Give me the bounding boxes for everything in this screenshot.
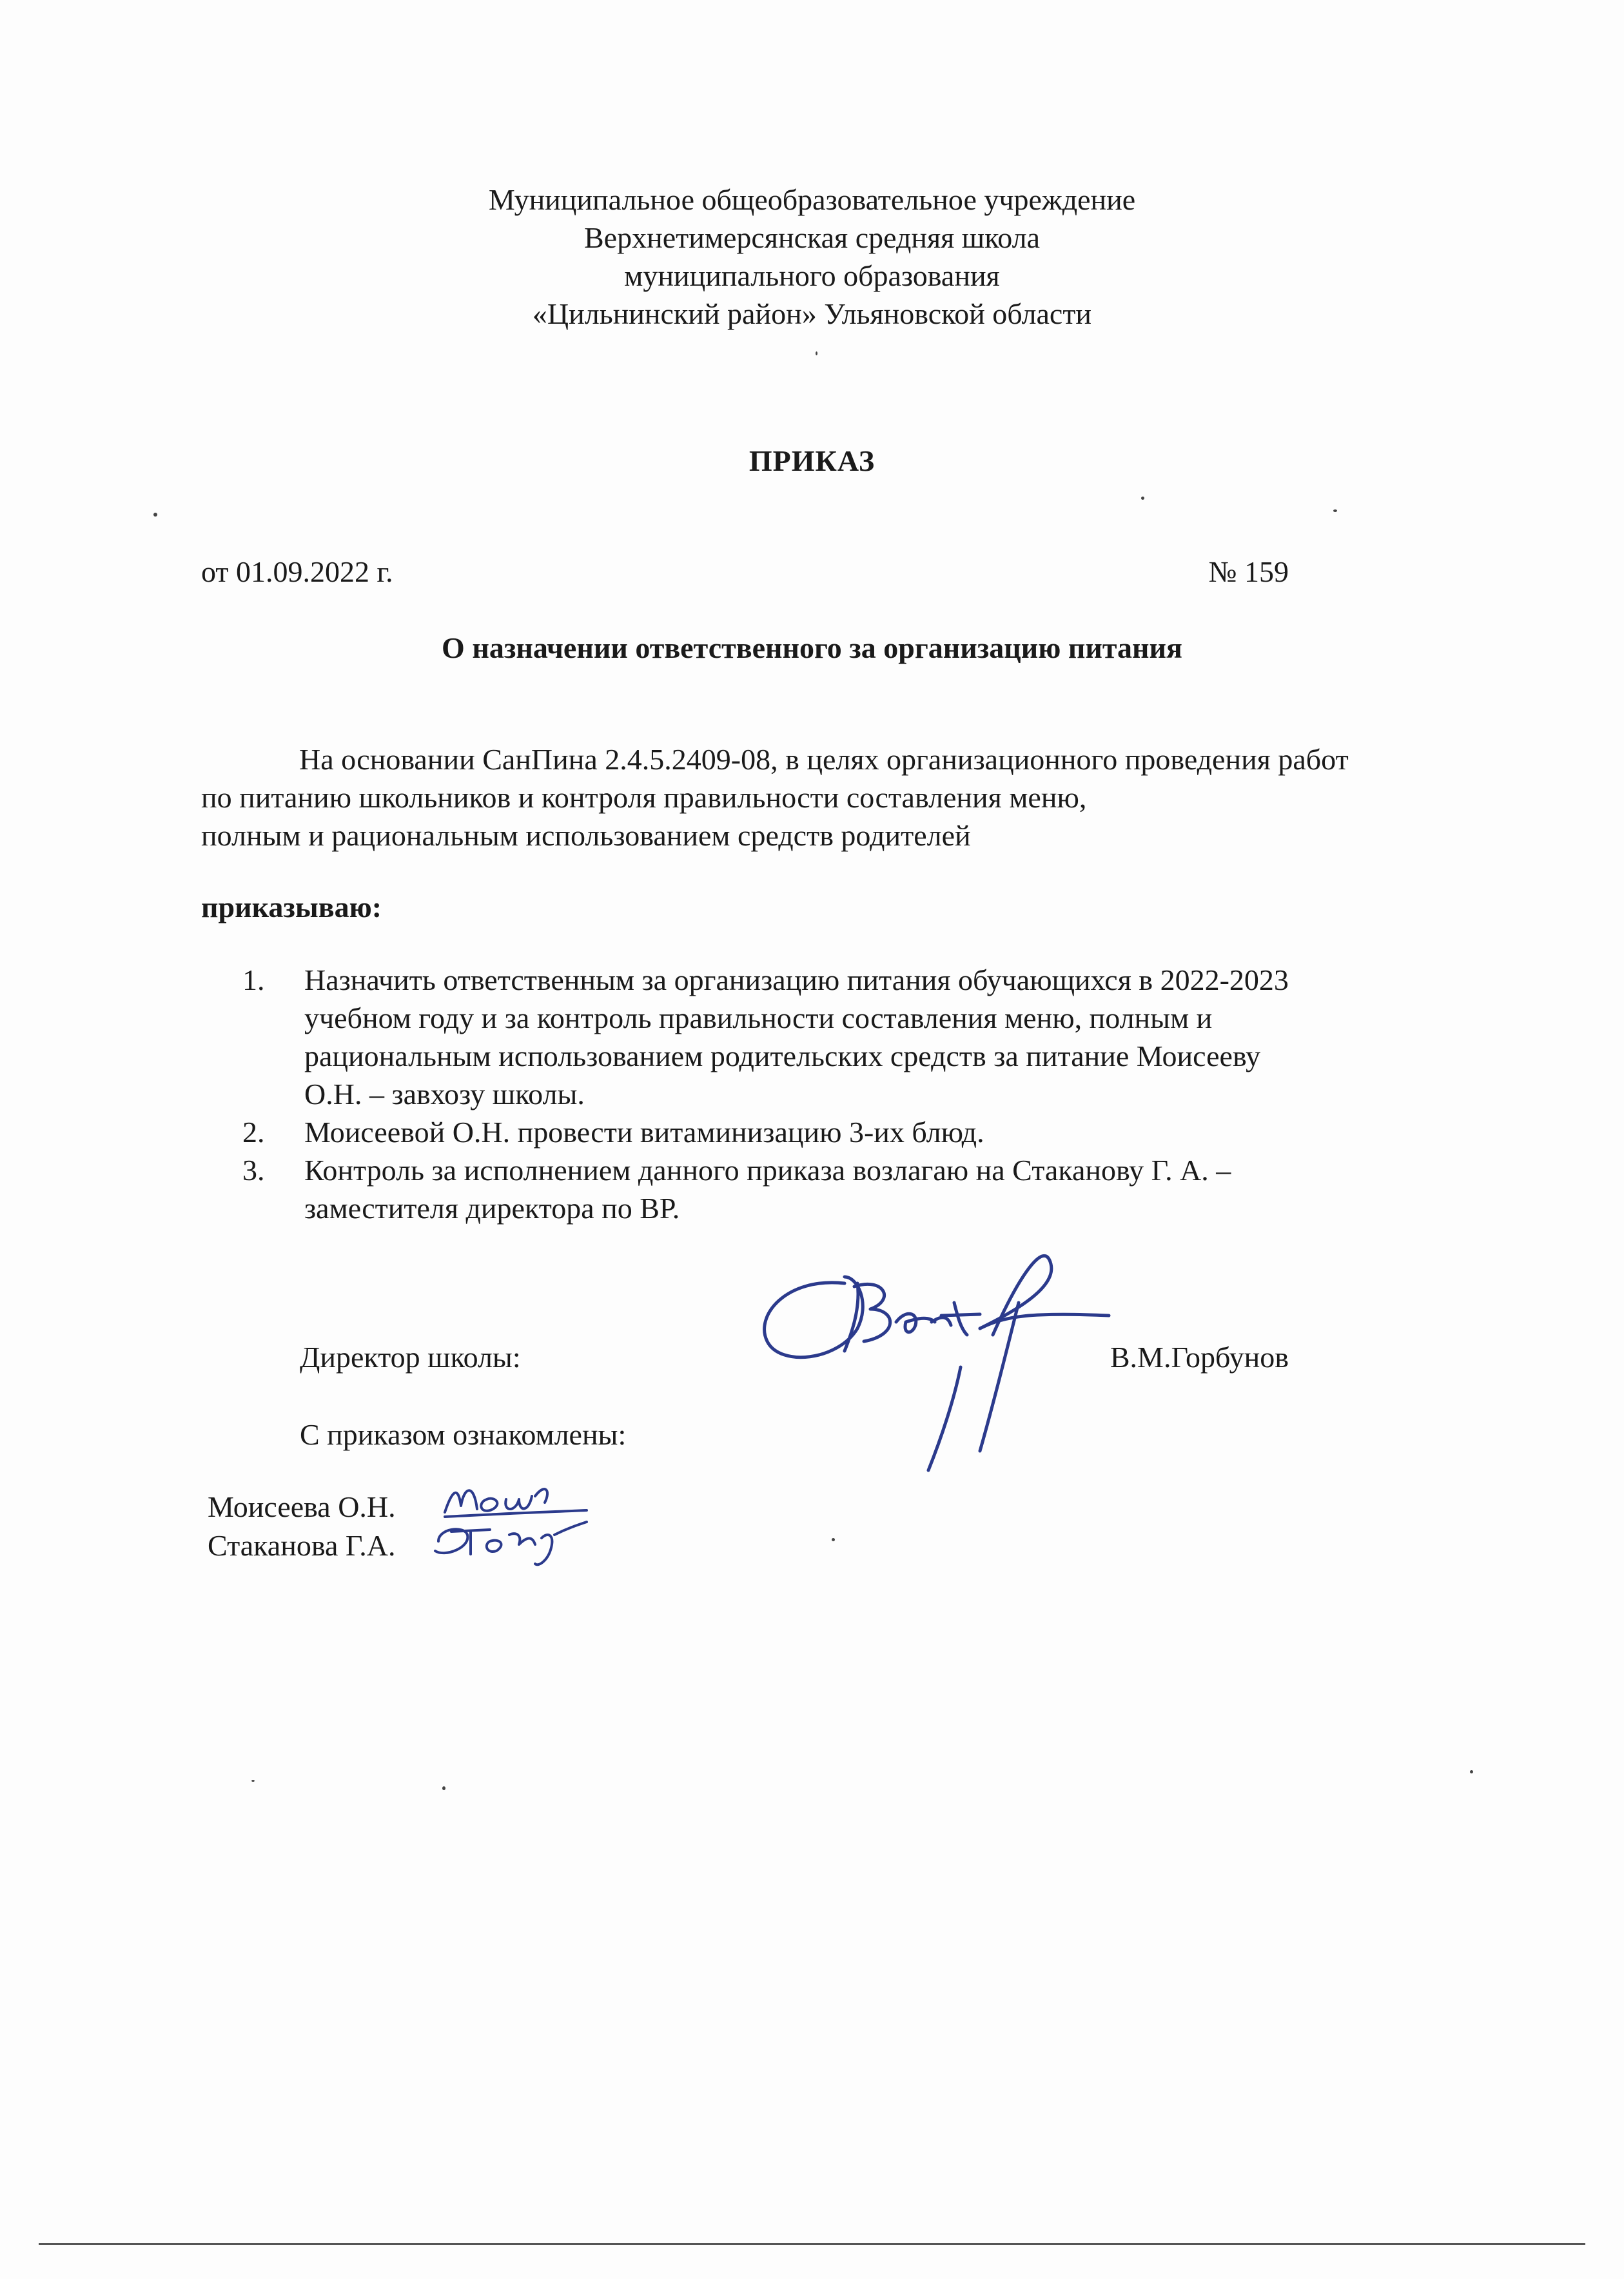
scan-speck — [1333, 509, 1337, 512]
organization-line-3: муниципального образования — [624, 259, 1000, 292]
director-signature-icon — [748, 1238, 1109, 1477]
scan-speck — [442, 1786, 445, 1790]
order-item-text — [304, 1113, 984, 1151]
order-items-list — [242, 961, 1467, 1227]
organization-header — [0, 181, 1624, 333]
organization-line-2: Верхнетимерсянская средняя школа — [584, 221, 1040, 254]
order-item-number: 1. — [242, 963, 265, 996]
acquainted-person-1: Моисеева О.Н. — [208, 1490, 396, 1523]
scan-edge-line — [39, 2243, 1585, 2245]
order-item-2 — [242, 1113, 1467, 1151]
stakanova-signature-icon — [426, 1515, 593, 1567]
order-item-number: 3. — [242, 1154, 265, 1187]
order-item-line: учебном году и за контроль правильности составления меню, полным и — [304, 1001, 1213, 1034]
order-item-text — [304, 1151, 1231, 1227]
document-subject: О назначении ответственного за организацию питания — [442, 631, 1182, 664]
order-item-line: Контроль за исполнением данного приказа возлагаю на Стаканову Г. А. – — [304, 1154, 1231, 1187]
order-item-text — [304, 961, 1289, 1113]
basis-line-1: На основании СанПина 2.4.5.2409-08, в целях организационного проведения работ — [299, 743, 1349, 776]
document-title: ПРИКАЗ — [748, 444, 876, 477]
director-name: В.М.Горбунов — [1110, 1341, 1289, 1374]
scan-speck — [1470, 1770, 1473, 1773]
scan-speck — [153, 513, 157, 517]
basis-line-3: полным и рациональным использованием средств родителей — [201, 819, 971, 852]
basis-line-2: по питанию школьников и контроля правильности составления меню, — [201, 781, 1087, 814]
basis-paragraph — [201, 740, 1491, 854]
organization-line-1: Муниципальное общеобразовательное учреждение — [488, 183, 1136, 216]
order-item-line: Назначить ответственным за организацию питания обучающихся в 2022-2023 — [304, 963, 1289, 996]
acquainted-label: С приказом ознакомлены: — [300, 1418, 627, 1451]
scan-speck — [832, 1538, 835, 1541]
order-item-line: Моисеевой О.Н. провести витаминизацию 3-их блюд. — [304, 1116, 984, 1149]
order-item-line: рациональным использованием родительских средств за питание Моисееву — [304, 1040, 1261, 1072]
order-word: приказываю: — [201, 891, 382, 923]
document-number: № 159 — [1208, 555, 1289, 588]
acquainted-person-2: Стаканова Г.А. — [208, 1529, 396, 1562]
order-item-line: О.Н. – завхозу школы. — [304, 1078, 585, 1110]
director-label: Директор школы: — [300, 1341, 521, 1374]
order-item-line: заместителя директора по ВР. — [304, 1192, 680, 1225]
scan-speck — [1141, 497, 1144, 500]
order-item-number: 2. — [242, 1116, 265, 1149]
order-item-3 — [242, 1151, 1467, 1227]
scan-speck — [251, 1780, 255, 1782]
scan-speck — [816, 351, 817, 355]
organization-line-4: «Цильнинский район» Ульяновской области — [532, 297, 1092, 330]
order-item-1 — [242, 961, 1467, 1113]
document-date: от 01.09.2022 г. — [201, 555, 393, 588]
